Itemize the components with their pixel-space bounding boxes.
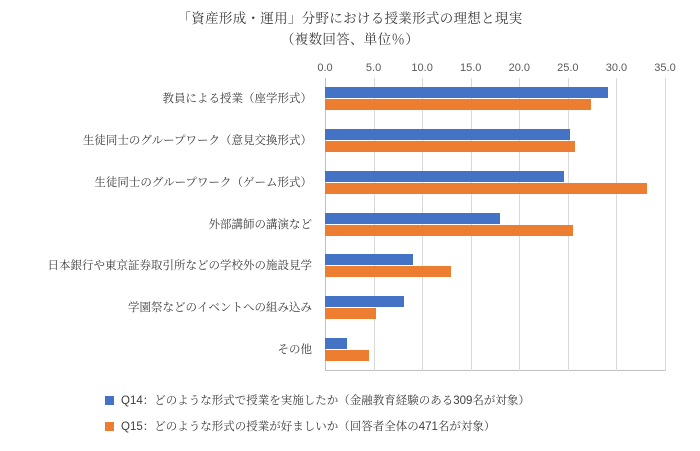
bar — [325, 308, 376, 319]
y-axis-category-labels — [0, 78, 320, 371]
legend-label: Q14：どのような形式で授業を実施したか（金融教育経験のある309名が対象） — [121, 395, 530, 407]
gridline — [616, 78, 617, 371]
legend-item[interactable] — [105, 418, 625, 434]
legend-item[interactable] — [105, 392, 625, 408]
chart-title: 「資産形成・運用」分野における授業形式の理想と現実 — [177, 11, 523, 26]
chart-legend — [105, 392, 625, 444]
bar — [325, 129, 570, 140]
x-axis-tick-label: 15.0 — [459, 62, 482, 74]
bar — [325, 99, 591, 110]
x-axis-tick-label: 0.0 — [317, 62, 333, 74]
category-label: 生徒同士のグループワーク（ゲーム形式） — [94, 176, 312, 189]
x-axis-tick-label: 10.0 — [411, 62, 433, 74]
chart-subtitle: （複数回答、単位％） — [281, 32, 419, 47]
category-label: 生徒同士のグループワーク（意見交換形式） — [82, 134, 312, 147]
bar — [325, 183, 647, 194]
category-label: その他 — [277, 344, 312, 357]
bar — [325, 296, 404, 307]
bar — [325, 338, 347, 349]
category-label: 外部講師の講演など — [208, 218, 312, 231]
legend-swatch — [105, 422, 114, 431]
x-axis-tick-label: 30.0 — [605, 62, 628, 74]
bar — [325, 266, 451, 277]
bar — [325, 171, 564, 182]
bar — [325, 254, 413, 265]
bar — [325, 141, 575, 152]
category-label: 学園祭などのイベントへの組み込み — [128, 302, 312, 315]
bar — [325, 350, 369, 361]
legend-swatch — [105, 396, 114, 405]
category-label: 教員による授業（座学形式） — [162, 92, 312, 105]
chart-title-block — [0, 8, 700, 50]
bar — [325, 225, 573, 236]
x-axis-tick-label: 35.0 — [654, 62, 676, 74]
bar — [325, 213, 500, 224]
plot-area — [325, 78, 665, 371]
x-axis-line — [325, 370, 665, 371]
x-axis-tick-labels — [317, 62, 676, 76]
gridline — [665, 78, 666, 371]
x-axis-tick-label: 5.0 — [365, 62, 382, 74]
bar — [325, 87, 608, 98]
x-axis-tick-label: 20.0 — [508, 62, 530, 74]
x-axis-tick-label: 25.0 — [557, 62, 579, 74]
legend-label: Q15：どのような形式の授業が好ましいか（回答者全体の471名が対象） — [121, 421, 496, 433]
category-label: 日本銀行や東京証券取引所などの学校外の施設見学 — [47, 260, 312, 273]
